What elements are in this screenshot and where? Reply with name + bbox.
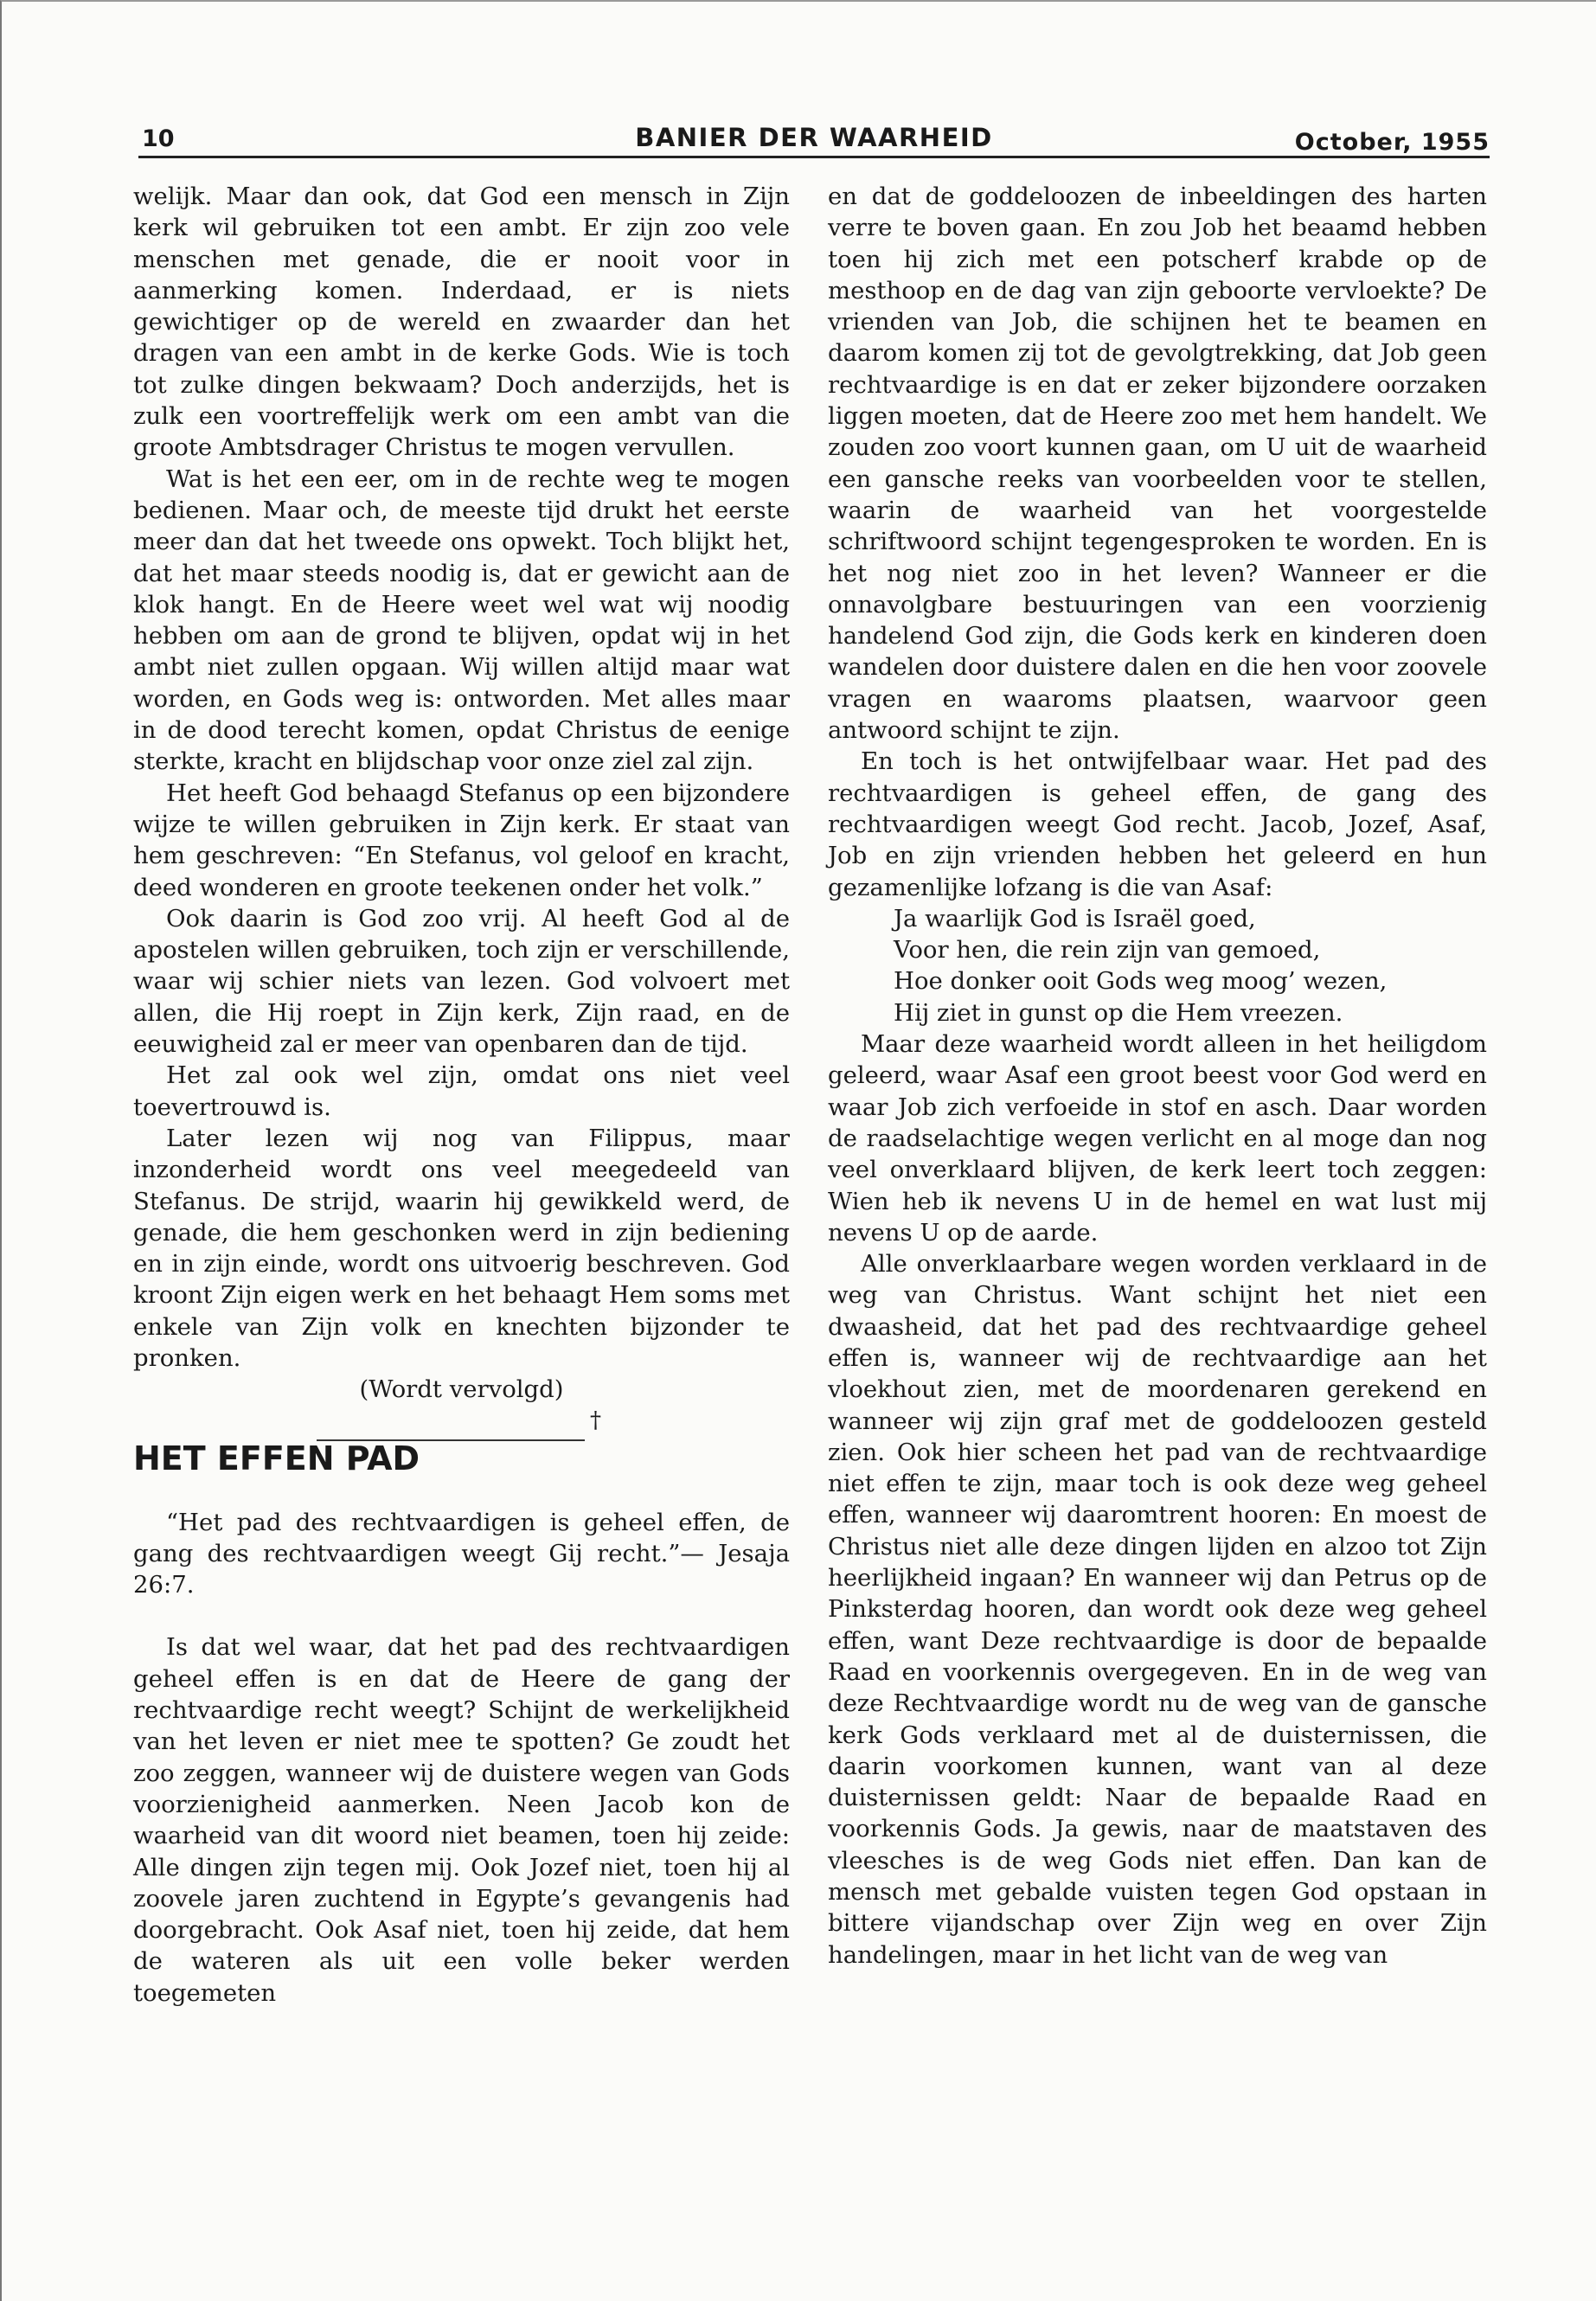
verse-line: Voor hen, die rein zijn van gemoed, [894,936,1321,965]
verse-line: Hoe donker ooit Gods weg moog’ wezen, [894,967,1388,996]
verse-line: Hij ziet in gunst op die Hem vreezen. [894,998,1343,1027]
section-separator [133,1407,790,1436]
psalm-verse [828,903,1487,1029]
paragraph: welijk. Maar dan ook, dat God een mensch in Zijn kerk wil gebruiken tot een ambt. Er zijn zoo vele menschen met genade, die er nooit voor in aanmerking komen. Inderdaad, er is niets gewichtiger op de wereld en zwaarder dan het dragen van een ambt in de kerke Gods. Wie is toch tot zulke dingen bekwaam? Doch anderzijds, het is zulk een voortreffelijk werk om een ambt van die groote Ambtsdrager Christus te mogen vervullen. [133,183,790,462]
publication-title: BANIER DER WAARHEID [635,123,993,152]
article-title: HET EFFEN PAD [133,1439,420,1477]
paragraph: Wat is het een eer, om in de rechte weg te mogen bedienen. Maar och, de meeste tijd drukt het eerste meer dan dat het tweede ons opwekt. Toch blijkt het, dat het maar steeds noodig is, dat er gewicht aan de klok hangt. En de Heere weet wel wat wij noodig hebben om aan de grond te blijven, opdat wij in het ambt niet zullen opgaan. Wij willen altijd maar wat worden, en Gods weg is: ontworden. Met alles maar in de dood terecht komen, opdat Christus de eenige sterkte, kracht en blijdschap voor onze ziel zal zijn. [133,465,790,776]
page-header [138,116,1490,158]
spacer [133,1600,790,1631]
continued-note: (Wordt vervolgd) [359,1375,564,1404]
paragraph: Ook daarin is God zoo vrij. Al heeft God al de apostelen willen gebruiken, toch zijn er verschillende, waar wij schier niets van lezen. God volvoert met allen, die Hij roept in Zijn kerk, Zijn raad, en de eeuwigheid zal er meer van openbaren dan de tijd. [133,904,790,1059]
paragraph: Alle onverklaarbare wegen worden verklaard in de weg van Christus. Want schijnt het niet een dwaasheid, dat het pad des rechtvaardige geheel effen is, wanneer wij de rechtvaardige aan het vloekhout zien, met de moordenaren gerekend en wanneer wij zijn graf met de goddeloozen gesteld zien. Ook hier scheen het pad van de rechtvaardige niet effen te zijn, maar toch is ook deze weg geheel effen, wanneer wij daaromtrent hooren: En moest de Christus niet alle deze dingen lijden en alzoo tot Zijn heerlijkheid ingaan? En wanneer wij dan Petrus op de Pinksterdag hooren, dan wordt ook deze weg geheel effen, want Deze rechtvaardige is door de bepaalde Raad en voorkennis overgegeven. En in de weg van deze Rechtvaardige wordt nu de weg van de gansche kerk Gods verklaard met al de duisternissen, die daarin voorkomen kunnen, want van al deze duisternissen geldt: Naar de bepaalde Raad en voorkennis Gods. Ja gewis, naar de maatstaven des vleesches is de weg Gods niet effen. Dan kan de mensch met gebalde vuisten tegen God opstaan in bittere vijandschap over Zijn weg en over Zijn handelingen, maar in het licht van de weg van [828,1250,1487,1969]
paragraph: Maar deze waarheid wordt alleen in het heiligdom geleerd, waar Asaf een groot beest voor God werd en waar Job zich verfoeide in stof en asch. Daar worden de raadselachtige wegen verlicht en al moge dan nog veel onverklaard blijven, de kerk leert toch zeggen: Wien heb ik nevens U in de hemel en wat lust mij nevens U op de aarde. [828,1030,1487,1247]
paragraph: En toch is het ontwijfelbaar waar. Het pad des rechtvaardigen is geheel effen, de gang des rechtvaardigen weegt God recht. Jacob, Jozef, Asaf, Job en zijn vrienden hebben het geleerd en hun gezamenlijke lofzang is die van Asaf: [828,747,1487,901]
page-number: 10 [142,125,175,152]
right-column [828,181,1487,1971]
issue-date: October, 1955 [1294,129,1490,156]
paragraph: Het heeft God behaagd Stefanus op een bijzondere wijze te willen gebruiken in Zijn kerk. Er staat van hem geschreven: “En Stefanus, vol geloof en kracht, deed wonderen en groote teekenen onder het volk.” [133,779,790,901]
paragraph: Later lezen wij nog van Filippus, maar inzonderheid wordt ons veel meegedeeld van Stefanus. De strijd, waarin hij gewikkeld werd, de genade, die hem geschonken werd in zijn bediening en in zijn einde, wordt ons uitvoerig beschreven. God kroont Zijn eigen werk en het behaagt Hem soms met enkele van Zijn volk en knechten bijzonder te pronken. [133,1124,790,1372]
paragraph: Is dat wel waar, dat het pad des rechtvaardigen geheel effen is en dat de Heere de gang der rechtvaardige recht weegt? Schijnt de werkelijkheid van het leven er niet mee te spotten? Ge zoudt het zoo zeggen, wanneer wij de duistere wegen van Gods voorzienigheid aanmerken. Neen Jacob kon de waarheid van dit woord niet beamen, toen hij zeide: Alle dingen zijn tegen mij. Ook Jozef niet, toen hij al zoovele jaren zuchtend in Egypte’s gevangenis had doorgebracht. Ook Asaf niet, toen hij zeide, dat hem de wateren als uit een volle beker werden toegemeten [133,1633,790,2007]
paragraph: Het zal ook wel zijn, omdat ons niet veel toevertrouwd is. [133,1061,790,1121]
epigraph-quote: “Het pad des rechtvaardigen is geheel effen, de gang des rechtvaardigen weegt Gij recht.”— Jesaja 26:7. [133,1508,790,1599]
left-column [133,181,790,2009]
verse-line: Ja waarlijk God is Israël goed, [894,904,1256,933]
paragraph: en dat de goddeloozen de inbeeldingen des harten verre te boven gaan. En zou Job het beaamd hebben toen hij zich met een potscherf krabde op de mesthoop en de dag van zijn geboorte vervloekte? De vrienden van Job, die schijnen het te beamen en daarom komen zij tot de gevolgtrekking, dat Job geen rechtvaardige is en dat er zeker bijzondere oorzaken liggen moeten, dat de Heere zoo met hem handelt. We zouden zoo voort kunnen gaan, om U uit de waarheid een gansche reeks van voorbeelden voor te stellen, waarin de waarheid van het voorgestelde schriftwoord schijnt tegengesproken te worden. En is het nog niet zoo in het leven? Wanneer er die onnavolgbare bestuuringen van een voorzienig handelend God zijn, die Gods kerk en kinderen doen wandelen door duistere dalen en die hen voor zoovele vragen en waaroms plaatsen, waarvoor geen antwoord schijnt te zijn. [828,183,1487,745]
dagger-mark: † [585,1407,606,1433]
